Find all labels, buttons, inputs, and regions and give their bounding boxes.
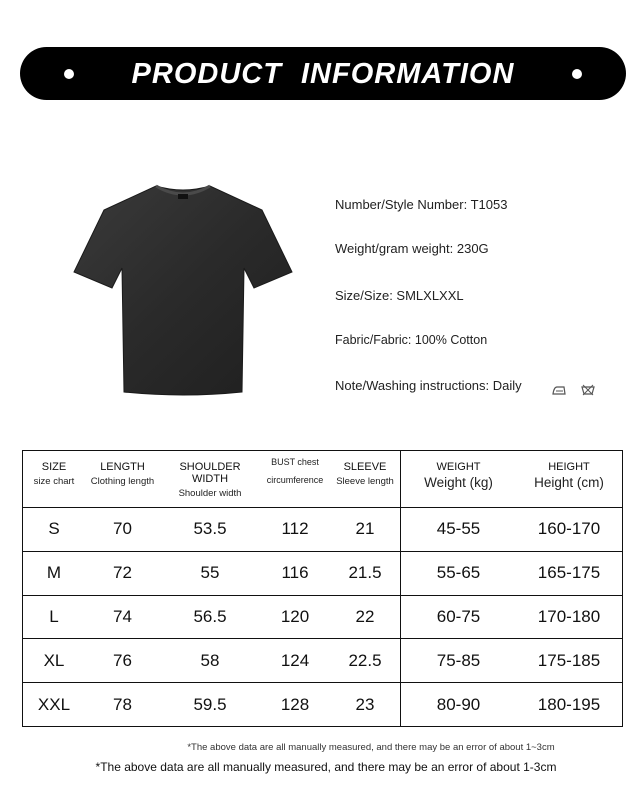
spec-weight: Weight/gram weight: 230G bbox=[335, 241, 489, 256]
header-shoulder-width: SHOULDER WIDTH Shoulder width bbox=[160, 451, 260, 508]
banner-title: PRODUCT INFORMATION bbox=[131, 58, 515, 90]
header-bust: BUST chest circumference bbox=[260, 451, 330, 508]
cell-sleeve: 22.5 bbox=[330, 639, 401, 683]
cell-sleeve: 21 bbox=[330, 508, 401, 552]
table-row bbox=[23, 595, 623, 639]
cell-weight: 75-85 bbox=[401, 639, 517, 683]
cell-height: 175-185 bbox=[516, 639, 623, 683]
cell-sleeve: 21.5 bbox=[330, 551, 401, 595]
size-chart-table bbox=[22, 450, 623, 727]
spec-washing: Note/Washing instructions: Daily bbox=[335, 378, 522, 393]
cell-height: 165-175 bbox=[516, 551, 623, 595]
cell-bust: 120 bbox=[260, 595, 330, 639]
tshirt-product-image bbox=[72, 180, 294, 402]
cell-weight: 80-90 bbox=[401, 683, 517, 727]
cell-weight: 45-55 bbox=[401, 508, 517, 552]
cell-size: XXL bbox=[37, 694, 71, 714]
cell-length: 70 bbox=[85, 508, 160, 552]
header-weight: WEIGHT Weight (kg) bbox=[401, 451, 517, 508]
cell-size: L bbox=[23, 595, 86, 639]
cell-length: 74 bbox=[85, 595, 160, 639]
cell-bust: 116 bbox=[260, 551, 330, 595]
cell-shoulder: 58 bbox=[160, 639, 260, 683]
cell-shoulder: 59.5 bbox=[193, 694, 227, 714]
header-sleeve: SLEEVE Sleeve length bbox=[330, 451, 401, 508]
measurement-note-small: *The above data are all manually measured, and there may be an error of about 1~3cm bbox=[187, 742, 555, 753]
cell-height: 160-170 bbox=[516, 508, 623, 552]
cell-sleeve: 23 bbox=[355, 694, 375, 714]
cell-bust: 124 bbox=[260, 639, 330, 683]
cell-shoulder: 55 bbox=[160, 551, 260, 595]
cell-weight: 55-65 bbox=[401, 551, 517, 595]
cell-height: 180-195 bbox=[537, 694, 601, 714]
cell-shoulder: 56.5 bbox=[160, 595, 260, 639]
no-wash-icon bbox=[581, 384, 595, 396]
header-size: SIZE size chart bbox=[23, 451, 86, 508]
cell-bust: 128 bbox=[280, 694, 310, 714]
table-header-row bbox=[23, 451, 623, 508]
iron-icon bbox=[551, 384, 567, 396]
cell-length: 78 bbox=[113, 694, 132, 714]
header-length: LENGTH Clothing length bbox=[85, 451, 160, 508]
cell-shoulder: 53.5 bbox=[160, 508, 260, 552]
table-row bbox=[23, 551, 623, 595]
spec-style-number: Number/Style Number: T1053 bbox=[335, 197, 508, 212]
wash-icons bbox=[551, 381, 605, 396]
cell-size: S bbox=[23, 508, 86, 552]
cell-bust: 112 bbox=[260, 508, 330, 552]
cell-length: 72 bbox=[85, 551, 160, 595]
spec-fabric: Fabric/Fabric: 100% Cotton bbox=[335, 333, 488, 347]
cell-sleeve: 22 bbox=[330, 595, 401, 639]
product-information-banner bbox=[20, 47, 626, 100]
measurement-note-large: *The above data are all manually measured, and there may be an error of about 1-3cm bbox=[95, 760, 557, 774]
table-row bbox=[23, 639, 623, 683]
table-row bbox=[23, 683, 623, 727]
cell-size: M bbox=[23, 551, 86, 595]
header-height: HEIGHT Height (cm) bbox=[516, 451, 623, 508]
spec-size: Size/Size: SMLXLXXL bbox=[335, 288, 464, 303]
table-row bbox=[23, 508, 623, 552]
cell-size: XL bbox=[23, 639, 86, 683]
cell-weight: 60-75 bbox=[401, 595, 517, 639]
bullet-dot-right-icon bbox=[572, 69, 582, 79]
cell-length: 76 bbox=[85, 639, 160, 683]
cell-height: 170-180 bbox=[516, 595, 623, 639]
